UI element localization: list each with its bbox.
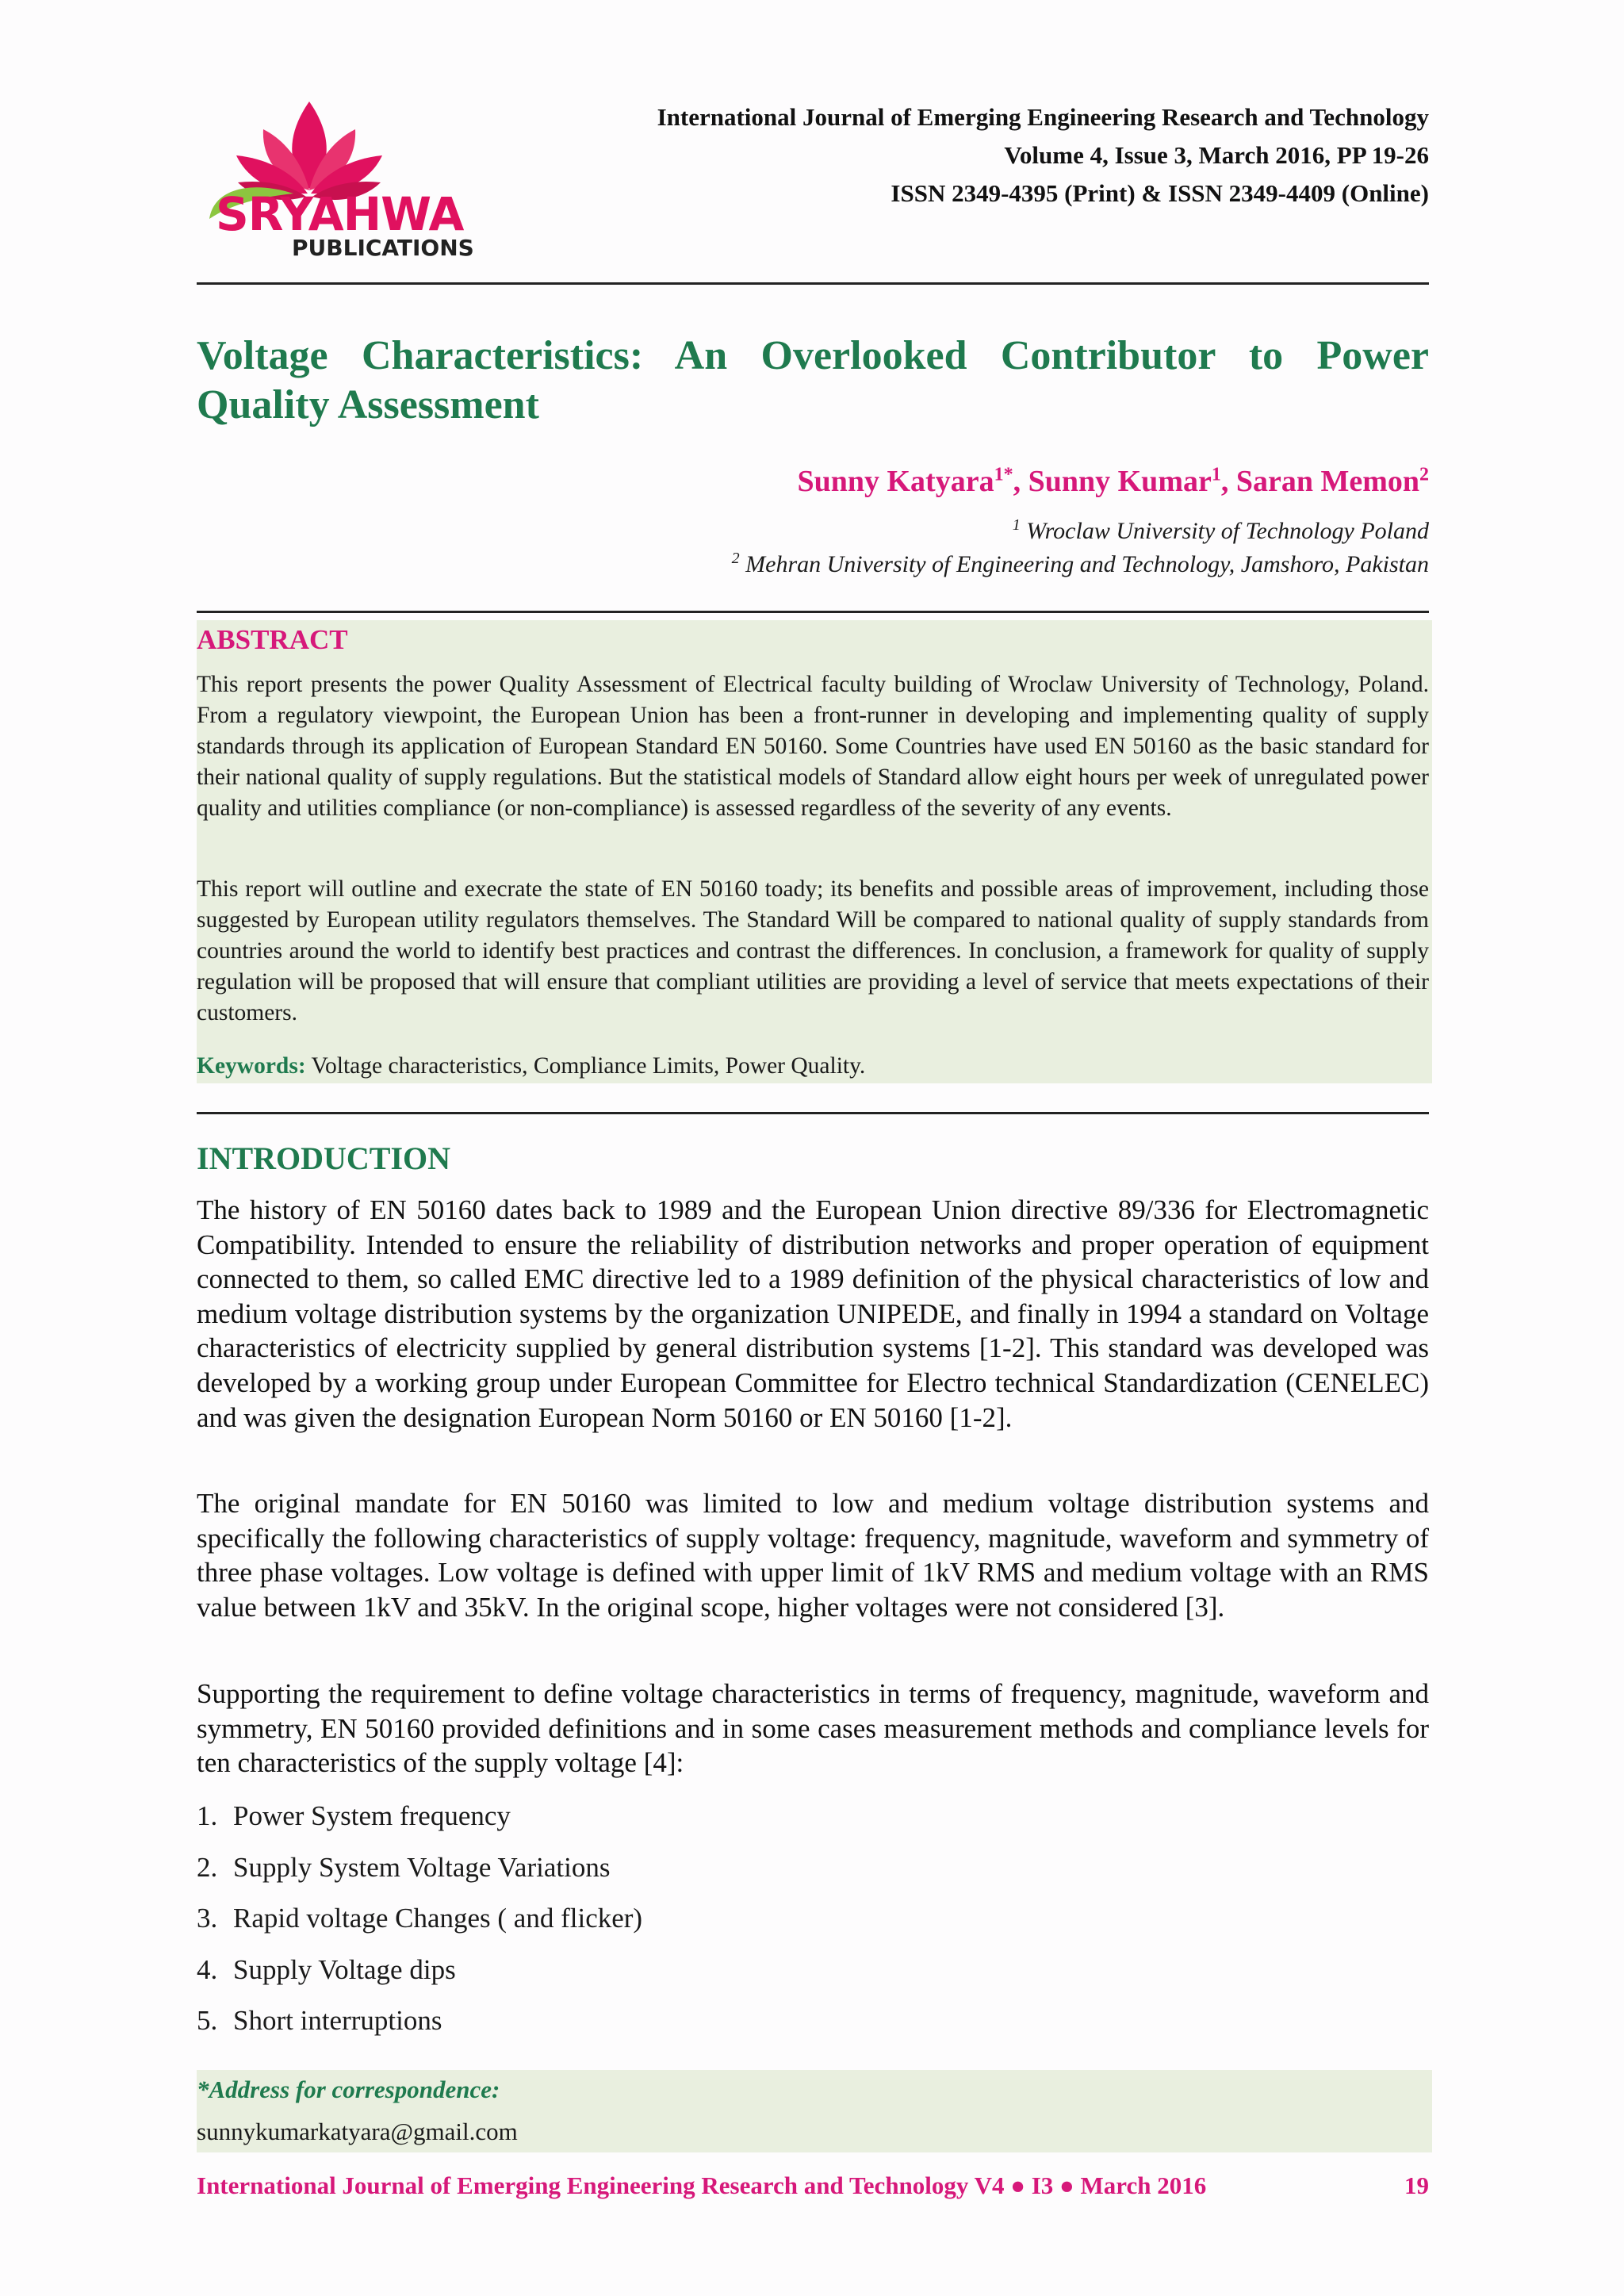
journal-name: International Journal of Emerging Engineering Research and Technology [657, 103, 1429, 131]
intro-paragraph-3: Supporting the requirement to define voltage characteristics in terms of frequency, magnitude, waveform and symmetry, EN 50160 provided definitions and in some cases measurement methods and compliance levels for ten characteristics of the supply voltage [4]: [197, 1678, 1429, 1779]
header-divider [197, 282, 1429, 285]
lotus-flower-icon [236, 102, 382, 200]
keywords-line [197, 1050, 865, 1082]
author-name: Sunny Katyara [797, 465, 994, 498]
logo-sub-text: PUBLICATIONS [292, 235, 474, 260]
journal-volume: Volume 4, Issue 3, March 2016, PP 19-26 [1004, 141, 1429, 169]
intro-paragraph-2: The original mandate for EN 50160 was limited to low and medium voltage distribution systems and specifically the following characteristics of supply voltage: frequency, magnitude, waveform and symmetry of three phase voltages. Low voltage is defined with upper limit of 1kV RMS and medium voltage with an RMS value between 1kV and 35kV. In the original scope, higher voltages were not considered [3]. [197, 1488, 1429, 1623]
correspondence-box [197, 2070, 1432, 2152]
logo-brand-text: SRYAHWA [216, 187, 464, 241]
footer-journal: International Journal of Emerging Engineering Research and Technology V4 ● I3 ● March 2016 [197, 2171, 1207, 2199]
affiliation-1: $^1$ Wroclaw University of Technology Poland [1012, 516, 1429, 544]
paper-title: Voltage Characteristics: An Overlooked Contributor to Power Quality Assessment [197, 333, 1429, 427]
abstract-top-divider [197, 611, 1429, 613]
journal-header [398, 98, 1429, 213]
characteristics-list [197, 1791, 642, 2047]
author-name: Saran Memon [1235, 465, 1419, 498]
journal-issn: ISSN 2349-4395 (Print) & ISSN 2349-4409 (Online) [891, 179, 1429, 207]
keywords-label: Keywords: [197, 1053, 306, 1079]
list-item: 5. Short interruptions [197, 2005, 442, 2036]
intro-paragraph-1: The history of EN 50160 dates back to 1989 and the European Union directive 89/336 for Electromagnetic Compatibility. Intended to ensure the reliability of distribution networks and proper operation of equipment connected to them, so called EMC directive led to a 1989 definition of the physical characteristics of low and medium voltage distribution systems by the organization UNIPEDE, and finally in 1994 a standard on Voltage characteristics of electricity supplied by general distribution systems [1-2]. This standard was developed was developed by a working group under European Committee for Electro technical Standardization (CENELEC) and was given the designation European Norm 50160 or EN 50160 [1-2]. [197, 1194, 1429, 1433]
list-item: 3. Rapid voltage Changes ( and flicker) [197, 1903, 643, 1934]
author-name: Sunny Kumar [1028, 465, 1212, 498]
author-list: Sunny Katyara$^{1*}$, Sunny Kumar$^1$, Saran Memon$^2$ [797, 464, 1429, 498]
list-item: 4. Supply Voltage dips [197, 1953, 456, 1985]
abstract-heading: ABSTRACT [197, 624, 348, 655]
affiliation-2: $^2$ Mehran University of Engineering and Technology, Jamshoro, Pakistan [731, 550, 1429, 577]
page-footer [197, 2168, 1429, 2203]
author-sup: 1* [994, 464, 1013, 485]
author-sup: 1 [1211, 464, 1221, 485]
abstract-paragraph-1: This report presents the power Quality Assessment of Electrical faculty building of Wroclaw University of Technology, Poland. From a regulatory viewpoint, the European Union has been a front-runner in developing and implementing quality of supply standards through its application of European Standard EN 50160. Some Countries have used EN 50160 as the basic standard for their national quality of supply regulations. But the statistical models of Standard allow eight hours per week of unregulated power quality and utilities compliance (or non-compliance) is assessed regardless of the severity of any events. [197, 672, 1429, 821]
list-item: 1. Power System frequency [197, 1800, 511, 1831]
correspondence-email[interactable]: sunnykumarkatyara@gmail.com [197, 2118, 518, 2145]
abstract-box [197, 620, 1432, 1083]
abstract-paragraph-2: This report will outline and execrate the state of EN 50160 toady; its benefits and possible areas of improvement, including those suggested by European utility regulators themselves. The Standard Will be compared to national quality of supply standards from countries around the world to identify best practices and contrast the differences. In conclusion, a framework for quality of supply regulation will be proposed that will ensure that compliant utilities are providing a level of service that meets expectations of their customers. [197, 876, 1429, 1025]
abstract-bottom-divider [197, 1112, 1429, 1114]
introduction-heading: INTRODUCTION [197, 1140, 451, 1176]
correspondence-label: *Address for correspondence: [197, 2076, 500, 2103]
page-number: 19 [1404, 2171, 1429, 2199]
keywords-text: Voltage characteristics, Compliance Limits, Power Quality. [311, 1053, 866, 1079]
list-item: 2. Supply System Voltage Variations [197, 1851, 611, 1883]
author-sup: 2 [1419, 464, 1429, 485]
